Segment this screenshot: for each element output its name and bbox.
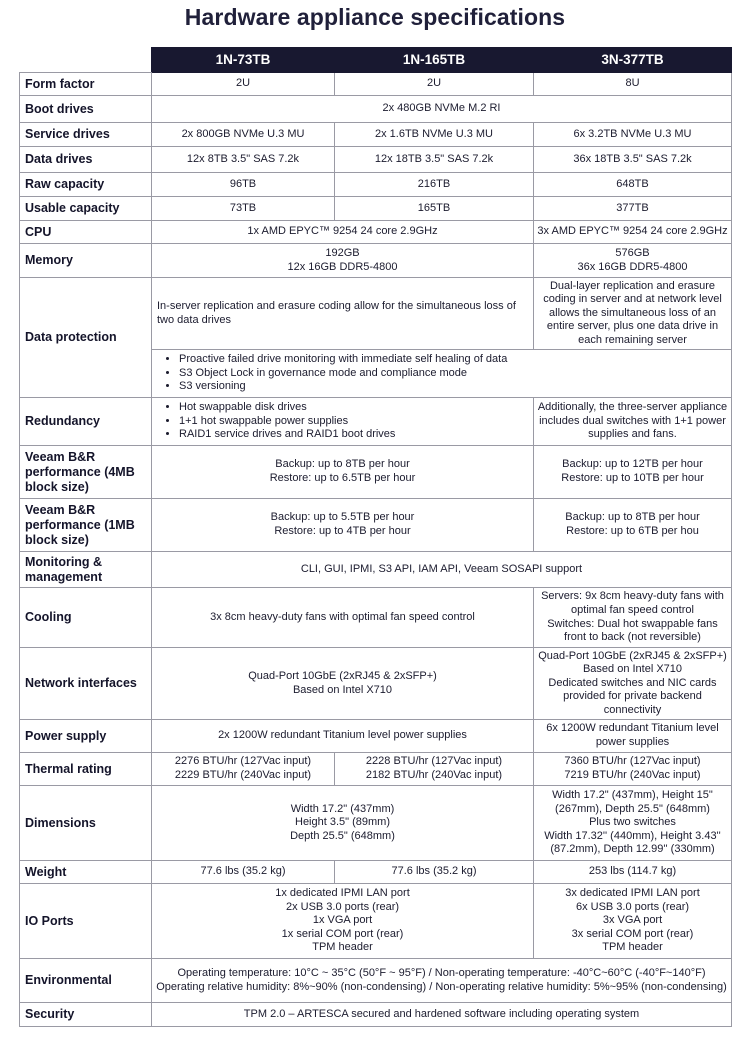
redundancy-list [155, 401, 530, 442]
cell-1n-models: 3x 8cm heavy-duty fans with optimal fan speed control [152, 588, 534, 648]
list-item: • RAID1 service drives and RAID1 boot drives [179, 428, 530, 442]
row-label: Veeam B&R performance (4MB block size) [20, 446, 152, 499]
row-label: Usable capacity [20, 197, 152, 221]
cell-1n-73tb: 12x 8TB 3.5" SAS 7.2k [152, 147, 335, 173]
row-label: Thermal rating [20, 753, 152, 786]
cell-3n-377tb: 576GB 36x 16GB DDR5-4800 [534, 244, 732, 278]
row-label: Data drives [20, 147, 152, 173]
row-label: Power supply [20, 720, 152, 753]
cell-1n-165tb: 2228 BTU/hr (127Vac input) 2182 BTU/hr (240Vac input) [335, 753, 534, 786]
spec-table [19, 47, 732, 1027]
cell-3n-377tb: 6x 3.2TB NVMe U.3 MU [534, 123, 732, 147]
cell-1n-models: In-server replication and erasure coding allow for the simultaneous loss of two data drives [152, 278, 534, 350]
row-label: Weight [20, 861, 152, 884]
row-data-protection [20, 278, 732, 350]
cell-3n-377tb: Additionally, the three-server appliance includes dual switches with 1+1 power supplies and fans. [534, 398, 732, 446]
row-dimensions [20, 786, 732, 861]
cell-3n-377tb: 3x dedicated IPMI LAN port 6x USB 3.0 ports (rear) 3x VGA port 3x serial COM port (rear) TPM header [534, 884, 732, 959]
row-veeam-1mb [20, 499, 732, 552]
row-label: Form factor [20, 73, 152, 96]
list-item: • Proactive failed drive monitoring with immediate self healing of data [179, 353, 728, 367]
list-item: • S3 Object Lock in governance mode and compliance mode [179, 367, 728, 381]
cell-1n-models: Backup: up to 5.5TB per hour Restore: up to 4TB per hour [152, 499, 534, 552]
row-label: Boot drives [20, 96, 152, 123]
page-title: Hardware appliance specifications [184, 4, 566, 30]
row-security [20, 1003, 732, 1027]
cell-all-models [152, 350, 732, 398]
row-label: Service drives [20, 123, 152, 147]
row-form-factor [20, 73, 732, 96]
cell-all-models: CLI, GUI, IPMI, S3 API, IAM API, Veeam SOSAPI support [152, 552, 732, 588]
cell-1n-models: Quad-Port 10GbE (2xRJ45 & 2xSFP+) Based on Intel X710 [152, 648, 534, 720]
cell-1n-73tb: 2U [152, 73, 335, 96]
cell-1n-165tb: 12x 18TB 3.5" SAS 7.2k [335, 147, 534, 173]
row-label: IO Ports [20, 884, 152, 959]
cell-3n-377tb: Servers: 9x 8cm heavy-duty fans with optimal fan speed control Switches: Dual hot swappable fans front to back (not reversible) [534, 588, 732, 648]
row-cpu [20, 221, 732, 244]
cell-1n-models: 2x 1200W redundant Titanium level power supplies [152, 720, 534, 753]
cell-1n-models: 192GB 12x 16GB DDR5-4800 [152, 244, 534, 278]
row-service-drives [20, 123, 732, 147]
row-redundancy [20, 398, 732, 446]
list-item: • S3 versioning [179, 380, 728, 394]
row-label: Security [20, 1003, 152, 1027]
row-label: Cooling [20, 588, 152, 648]
row-label: Network interfaces [20, 648, 152, 720]
cell-3n-377tb: 3x AMD EPYC™ 9254 24 core 2.9GHz [534, 221, 732, 244]
cell-1n-73tb: 77.6 lbs (35.2 kg) [152, 861, 335, 884]
cell-1n-73tb: 2276 BTU/hr (127Vac input) 2229 BTU/hr (240Vac input) [152, 753, 335, 786]
row-label: Environmental [20, 959, 152, 1003]
cell-all-models: 2x 480GB NVMe M.2 RI [152, 96, 732, 123]
row-power-supply [20, 720, 732, 753]
row-network-interfaces [20, 648, 732, 720]
cell-3n-377tb: Quad-Port 10GbE (2xRJ45 & 2xSFP+) Based on Intel X710 Dedicated switches and NIC cards provided for private backend connectivity [534, 648, 732, 720]
cell-3n-377tb: Dual-layer replication and erasure coding in server and at network level allows the simultaneous loss of an entire server, plus one data drive in each remaining server [534, 278, 732, 350]
header-row [20, 48, 732, 73]
cell-1n-73tb: 2x 800GB NVMe U.3 MU [152, 123, 335, 147]
list-item: • 1+1 hot swappable power supplies [179, 415, 530, 429]
feature-list [155, 353, 728, 394]
cell-1n-models: Width 17.2" (437mm) Height 3.5" (89mm) Depth 25.5" (648mm) [152, 786, 534, 861]
cell-1n-models: 1x dedicated IPMI LAN port 2x USB 3.0 ports (rear) 1x VGA port 1x serial COM port (rear) TPM header [152, 884, 534, 959]
row-label: Dimensions [20, 786, 152, 861]
row-io-ports [20, 884, 732, 959]
cell-all-models: TPM 2.0 – ARTESCA secured and hardened software including operating system [152, 1003, 732, 1027]
row-monitoring [20, 552, 732, 588]
cell-3n-377tb: 7360 BTU/hr (127Vac input) 7219 BTU/hr (240Vac input) [534, 753, 732, 786]
cell-1n-165tb: 2x 1.6TB NVMe U.3 MU [335, 123, 534, 147]
cell-1n-165tb: 216TB [335, 173, 534, 197]
row-weight [20, 861, 732, 884]
column-header-3n-377tb: 3N-377TB [534, 48, 732, 73]
cell-all-models: Operating temperature: 10°C ~ 35°C (50°F ~ 95°F) / Non-operating temperature: -40°C~60°C (-40°F~140°F) Operating relative humidity: 8%~90% (non-condensing) / Non-operating relative humidity: 5%~95% (non-condensing) [152, 959, 732, 1003]
header-blank [20, 48, 152, 73]
cell-3n-377tb: 648TB [534, 173, 732, 197]
row-veeam-4mb [20, 446, 732, 499]
cell-1n-165tb: 2U [335, 73, 534, 96]
cell-1n-models: 1x AMD EPYC™ 9254 24 core 2.9GHz [152, 221, 534, 244]
row-label: Memory [20, 244, 152, 278]
row-raw-capacity [20, 173, 732, 197]
cell-1n-73tb: 73TB [152, 197, 335, 221]
row-label: CPU [20, 221, 152, 244]
row-label: Redundancy [20, 398, 152, 446]
row-environmental [20, 959, 732, 1003]
cell-3n-377tb: Width 17.2" (437mm), Height 15" (267mm), Depth 25.5" (648mm) Plus two switches Width 17.32'' (440mm), Height 3.43'' (87.2mm), Depth 12.99'' (330mm) [534, 786, 732, 861]
row-boot-drives [20, 96, 732, 123]
cell-1n-165tb: 77.6 lbs (35.2 kg) [335, 861, 534, 884]
row-label: Data protection [20, 278, 152, 398]
cell-1n-models: Backup: up to 8TB per hour Restore: up to 6.5TB per hour [152, 446, 534, 499]
row-usable-capacity [20, 197, 732, 221]
cell-3n-377tb: 36x 18TB 3.5" SAS 7.2k [534, 147, 732, 173]
list-item: • Hot swappable disk drives [179, 401, 530, 415]
row-memory [20, 244, 732, 278]
cell-1n-73tb: 96TB [152, 173, 335, 197]
cell-3n-377tb: Backup: up to 8TB per hour Restore: up to 6TB per hou [534, 499, 732, 552]
column-header-1n-73tb: 1N-73TB [152, 48, 335, 73]
cell-3n-377tb: 6x 1200W redundant Titanium level power supplies [534, 720, 732, 753]
cell-3n-377tb: 253 lbs (114.7 kg) [534, 861, 732, 884]
cell-1n-models [152, 398, 534, 446]
row-cooling [20, 588, 732, 648]
cell-1n-165tb: 165TB [335, 197, 534, 221]
row-data-drives [20, 147, 732, 173]
cell-3n-377tb: Backup: up to 12TB per hour Restore: up to 10TB per hour [534, 446, 732, 499]
cell-3n-377tb: 8U [534, 73, 732, 96]
row-label: Raw capacity [20, 173, 152, 197]
column-header-1n-165tb: 1N-165TB [335, 48, 534, 73]
cell-3n-377tb: 377TB [534, 197, 732, 221]
row-label: Veeam B&R performance (1MB block size) [20, 499, 152, 552]
row-thermal-rating [20, 753, 732, 786]
row-label: Monitoring & management [20, 552, 152, 588]
